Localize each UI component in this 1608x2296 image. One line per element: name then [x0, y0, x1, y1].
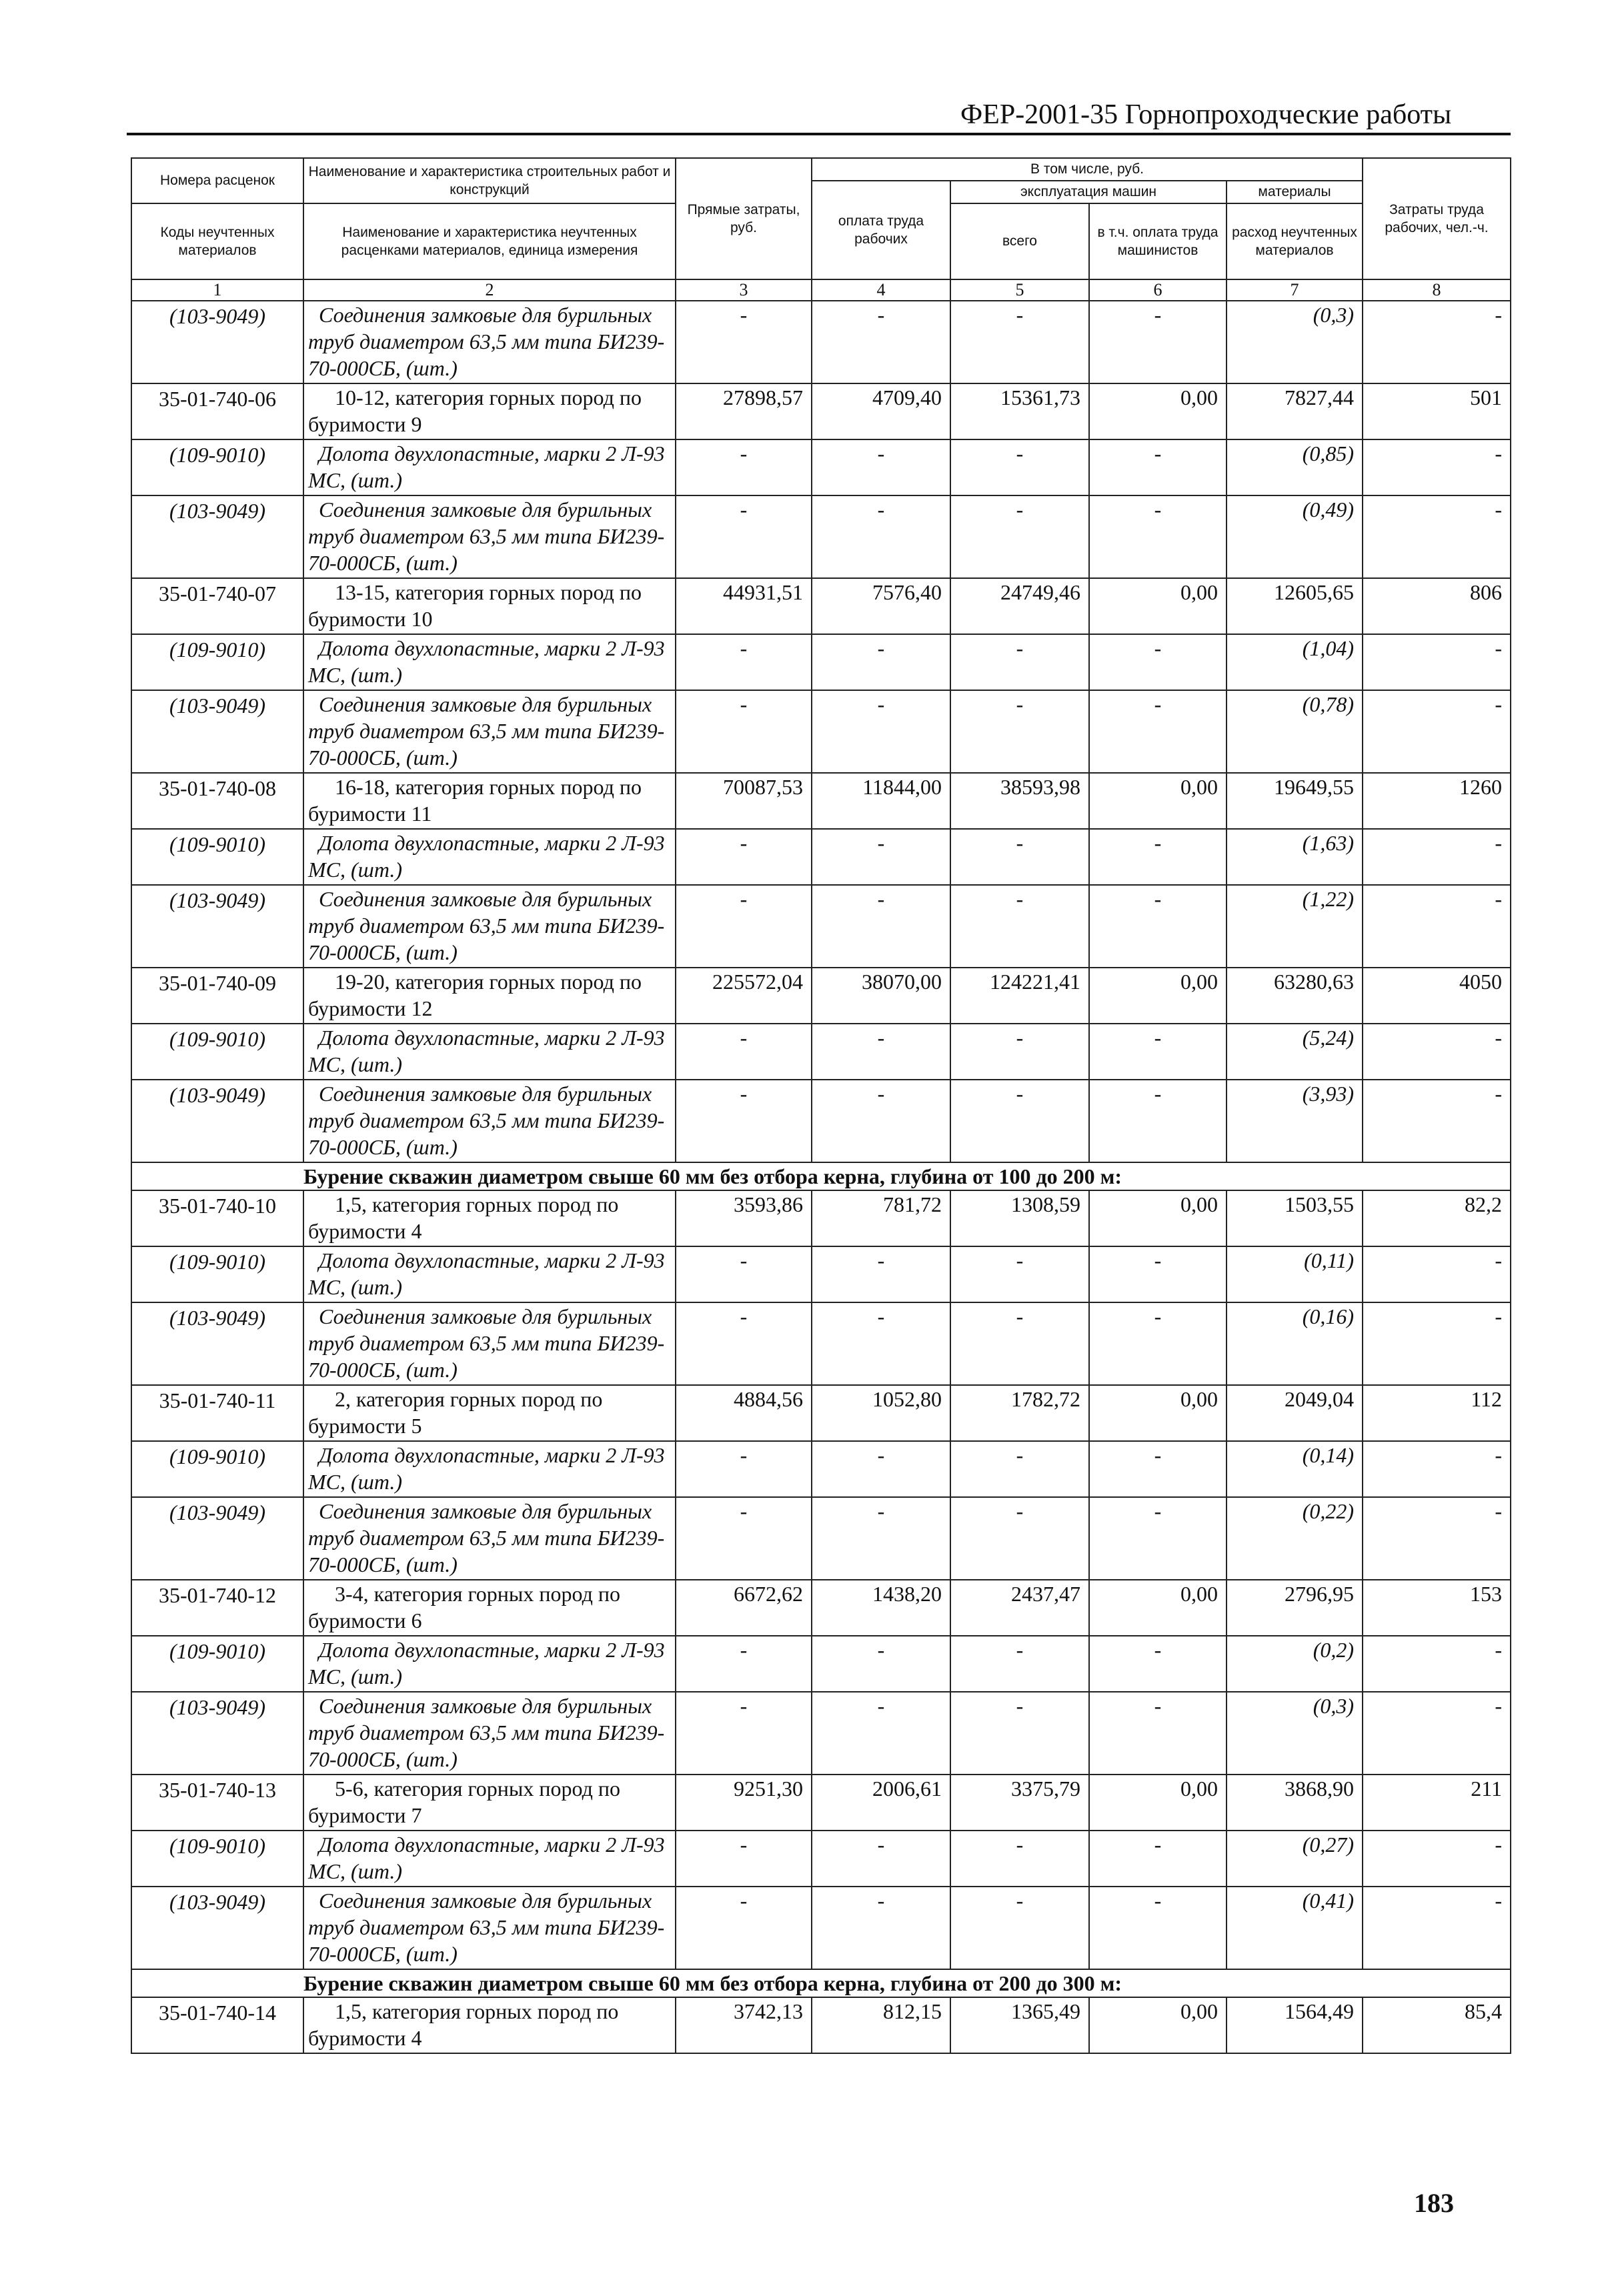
labor-cost-cell: 211 — [1363, 1775, 1511, 1831]
material-code: (109-9010) — [131, 1024, 303, 1080]
rate-row — [131, 1580, 1511, 1636]
rate-code: 35-01-740-11 — [131, 1385, 303, 1441]
machines-total-cell: - — [950, 1692, 1089, 1775]
direct-costs-cell: 4884,56 — [676, 1385, 812, 1441]
section-heading: Бурение скважин диаметром свыше 60 мм без отбора керна, глубина от 200 до 300 м: — [303, 1969, 1511, 1997]
rate-code: 35-01-740-13 — [131, 1775, 303, 1831]
rates-table — [131, 157, 1511, 2054]
labor-pay-cell: - — [812, 1246, 950, 1302]
material-description: Соединения замковые для бурильных труб диаметром 63,5 мм типа БИ239-70-000СБ, (шт.) — [303, 1080, 676, 1162]
materials-cell: (0,78) — [1227, 690, 1363, 773]
material-code: (109-9010) — [131, 1441, 303, 1497]
labor-pay-cell: - — [812, 439, 950, 495]
materials-cell: (0,85) — [1227, 439, 1363, 495]
labor-cost-cell: - — [1363, 301, 1511, 383]
labor-pay-cell: - — [812, 1692, 950, 1775]
machine-operator-pay-cell: - — [1089, 495, 1227, 578]
machines-total-cell: - — [950, 1302, 1089, 1385]
labor-cost-cell: - — [1363, 1246, 1511, 1302]
section-heading: Бурение скважин диаметром свыше 60 мм без отбора керна, глубина от 100 до 200 м: — [303, 1162, 1511, 1190]
header-machine-operator-pay: в т.ч. оплата труда машинистов — [1089, 203, 1227, 279]
rate-code: 35-01-740-12 — [131, 1580, 303, 1636]
direct-costs-cell: - — [676, 1636, 812, 1692]
materials-cell: (0,3) — [1227, 301, 1363, 383]
labor-pay-cell: 38070,00 — [812, 968, 950, 1024]
labor-pay-cell: - — [812, 1831, 950, 1887]
machine-operator-pay-cell: 0,00 — [1089, 1997, 1227, 2053]
labor-pay-cell: 1052,80 — [812, 1385, 950, 1441]
labor-cost-cell: 501 — [1363, 383, 1511, 439]
machines-total-cell: 24749,46 — [950, 578, 1089, 634]
header-rate-numbers: Номера расценок — [131, 158, 303, 203]
header-material-names: Наименование и характеристика неучтенных расценками материалов, единица измерения — [303, 203, 676, 279]
direct-costs-cell: - — [676, 885, 812, 968]
labor-cost-cell: - — [1363, 690, 1511, 773]
direct-costs-cell: 3742,13 — [676, 1997, 812, 2053]
machines-total-cell: 38593,98 — [950, 773, 1089, 829]
machines-total-cell: 1308,59 — [950, 1190, 1089, 1246]
materials-cell: 1503,55 — [1227, 1190, 1363, 1246]
section-heading-row — [131, 1969, 1511, 1997]
material-description: Соединения замковые для бурильных труб диаметром 63,5 мм типа БИ239-70-000СБ, (шт.) — [303, 495, 676, 578]
machine-operator-pay-cell: 0,00 — [1089, 578, 1227, 634]
header-machine-operation: эксплуатация машин — [950, 181, 1227, 203]
material-description: Долота двухлопастные, марки 2 Л-93 МС, (шт.) — [303, 1831, 676, 1887]
machine-operator-pay-cell: - — [1089, 301, 1227, 383]
direct-costs-cell: 3593,86 — [676, 1190, 812, 1246]
labor-pay-cell: 11844,00 — [812, 773, 950, 829]
labor-cost-cell: 4050 — [1363, 968, 1511, 1024]
material-code: (103-9049) — [131, 1497, 303, 1580]
section-spacer — [131, 1162, 303, 1190]
rate-row — [131, 1190, 1511, 1246]
column-number: 3 — [676, 279, 812, 301]
labor-pay-cell: - — [812, 1080, 950, 1162]
direct-costs-cell: 225572,04 — [676, 968, 812, 1024]
material-row — [131, 1692, 1511, 1775]
header-machines-total: всего — [950, 203, 1089, 279]
labor-pay-cell: - — [812, 829, 950, 885]
labor-pay-cell: 781,72 — [812, 1190, 950, 1246]
machine-operator-pay-cell: - — [1089, 885, 1227, 968]
labor-pay-cell: - — [812, 495, 950, 578]
direct-costs-cell: - — [676, 1441, 812, 1497]
work-description: 10-12, категория горных пород по буримости 9 — [303, 383, 676, 439]
machine-operator-pay-cell: - — [1089, 1080, 1227, 1162]
work-description: 16-18, категория горных пород по буримости 11 — [303, 773, 676, 829]
direct-costs-cell: - — [676, 1831, 812, 1887]
material-code: (103-9049) — [131, 885, 303, 968]
labor-cost-cell: - — [1363, 1692, 1511, 1775]
materials-cell: 3868,90 — [1227, 1775, 1363, 1831]
material-row — [131, 1887, 1511, 1969]
machine-operator-pay-cell: 0,00 — [1089, 1775, 1227, 1831]
rate-code: 35-01-740-08 — [131, 773, 303, 829]
machines-total-cell: - — [950, 1831, 1089, 1887]
labor-pay-cell: 4709,40 — [812, 383, 950, 439]
header-labor-pay: оплата труда рабочих — [812, 181, 950, 279]
materials-cell: 19649,55 — [1227, 773, 1363, 829]
materials-cell: 7827,44 — [1227, 383, 1363, 439]
header-labor-cost: Затраты труда рабочих, чел.-ч. — [1363, 158, 1511, 279]
header-material-codes: Коды неучтенных материалов — [131, 203, 303, 279]
machine-operator-pay-cell: - — [1089, 1497, 1227, 1580]
rate-row — [131, 968, 1511, 1024]
labor-cost-cell: 82,2 — [1363, 1190, 1511, 1246]
material-description: Долота двухлопастные, марки 2 Л-93 МС, (шт.) — [303, 1441, 676, 1497]
material-code: (103-9049) — [131, 1692, 303, 1775]
material-row — [131, 439, 1511, 495]
labor-cost-cell: - — [1363, 495, 1511, 578]
labor-cost-cell: - — [1363, 829, 1511, 885]
labor-pay-cell: 7576,40 — [812, 578, 950, 634]
header-work-name: Наименование и характеристика строительных работ и конструкций — [303, 158, 676, 203]
materials-cell: (1,22) — [1227, 885, 1363, 968]
material-code: (103-9049) — [131, 1080, 303, 1162]
labor-cost-cell: - — [1363, 1080, 1511, 1162]
labor-cost-cell: - — [1363, 1302, 1511, 1385]
machines-total-cell: - — [950, 1024, 1089, 1080]
rate-row — [131, 773, 1511, 829]
materials-cell: (0,22) — [1227, 1497, 1363, 1580]
labor-pay-cell: - — [812, 1497, 950, 1580]
column-number: 2 — [303, 279, 676, 301]
machines-total-cell: - — [950, 301, 1089, 383]
work-description: 3-4, категория горных пород по буримости 6 — [303, 1580, 676, 1636]
material-description: Долота двухлопастные, марки 2 Л-93 МС, (шт.) — [303, 1636, 676, 1692]
material-row — [131, 495, 1511, 578]
labor-pay-cell: 1438,20 — [812, 1580, 950, 1636]
header-materials: материалы — [1227, 181, 1363, 203]
labor-pay-cell: 812,15 — [812, 1997, 950, 2053]
direct-costs-cell: - — [676, 1080, 812, 1162]
materials-cell: 2049,04 — [1227, 1385, 1363, 1441]
material-description: Долота двухлопастные, марки 2 Л-93 МС, (шт.) — [303, 439, 676, 495]
machines-total-cell: - — [950, 634, 1089, 690]
labor-cost-cell: 85,4 — [1363, 1997, 1511, 2053]
direct-costs-cell: - — [676, 1302, 812, 1385]
labor-cost-cell: - — [1363, 634, 1511, 690]
machine-operator-pay-cell: 0,00 — [1089, 1385, 1227, 1441]
labor-pay-cell: - — [812, 1024, 950, 1080]
labor-pay-cell: - — [812, 1636, 950, 1692]
machines-total-cell: - — [950, 1080, 1089, 1162]
machines-total-cell: 124221,41 — [950, 968, 1089, 1024]
column-numbers-row — [131, 279, 1511, 301]
machine-operator-pay-cell: - — [1089, 1441, 1227, 1497]
material-code: (109-9010) — [131, 634, 303, 690]
machine-operator-pay-cell: - — [1089, 1692, 1227, 1775]
title-rule — [127, 133, 1511, 135]
labor-pay-cell: - — [812, 690, 950, 773]
machines-total-cell: - — [950, 1636, 1089, 1692]
labor-cost-cell: - — [1363, 1441, 1511, 1497]
work-description: 2, категория горных пород по буримости 5 — [303, 1385, 676, 1441]
direct-costs-cell: - — [676, 1497, 812, 1580]
machine-operator-pay-cell: 0,00 — [1089, 1580, 1227, 1636]
column-number: 6 — [1089, 279, 1227, 301]
material-row — [131, 885, 1511, 968]
material-code: (103-9049) — [131, 1302, 303, 1385]
machines-total-cell: - — [950, 1441, 1089, 1497]
direct-costs-cell: - — [676, 829, 812, 885]
labor-cost-cell: 153 — [1363, 1580, 1511, 1636]
machines-total-cell: - — [950, 885, 1089, 968]
labor-pay-cell: - — [812, 1302, 950, 1385]
material-code: (109-9010) — [131, 829, 303, 885]
machines-total-cell: - — [950, 1246, 1089, 1302]
material-description: Соединения замковые для бурильных труб диаметром 63,5 мм типа БИ239-70-000СБ, (шт.) — [303, 885, 676, 968]
material-code: (109-9010) — [131, 1831, 303, 1887]
work-description: 1,5, категория горных пород по буримости 4 — [303, 1997, 676, 2053]
material-code: (109-9010) — [131, 1246, 303, 1302]
labor-pay-cell: - — [812, 301, 950, 383]
material-code: (103-9049) — [131, 301, 303, 383]
machines-total-cell: - — [950, 1887, 1089, 1969]
material-row — [131, 1024, 1511, 1080]
materials-cell: (0,41) — [1227, 1887, 1363, 1969]
materials-cell: (0,2) — [1227, 1636, 1363, 1692]
labor-pay-cell: - — [812, 885, 950, 968]
rate-code: 35-01-740-09 — [131, 968, 303, 1024]
column-number: 7 — [1227, 279, 1363, 301]
material-row — [131, 1497, 1511, 1580]
materials-cell: 63280,63 — [1227, 968, 1363, 1024]
section-heading-row — [131, 1162, 1511, 1190]
direct-costs-cell: - — [676, 1887, 812, 1969]
materials-cell: (5,24) — [1227, 1024, 1363, 1080]
rate-row — [131, 578, 1511, 634]
material-row — [131, 1080, 1511, 1162]
column-number: 8 — [1363, 279, 1511, 301]
direct-costs-cell: 70087,53 — [676, 773, 812, 829]
materials-cell: 1564,49 — [1227, 1997, 1363, 2053]
labor-cost-cell: 112 — [1363, 1385, 1511, 1441]
direct-costs-cell: 44931,51 — [676, 578, 812, 634]
material-row — [131, 690, 1511, 773]
labor-cost-cell: - — [1363, 1024, 1511, 1080]
machines-total-cell: - — [950, 439, 1089, 495]
materials-cell: (3,93) — [1227, 1080, 1363, 1162]
machines-total-cell: 1365,49 — [950, 1997, 1089, 2053]
materials-cell: (0,3) — [1227, 1692, 1363, 1775]
machine-operator-pay-cell: 0,00 — [1089, 773, 1227, 829]
materials-cell: (0,14) — [1227, 1441, 1363, 1497]
direct-costs-cell: - — [676, 1246, 812, 1302]
direct-costs-cell: 27898,57 — [676, 383, 812, 439]
document-title: ФЕР-2001-35 Горнопроходческие работы — [960, 99, 1452, 130]
material-description: Соединения замковые для бурильных труб диаметром 63,5 мм типа БИ239-70-000СБ, (шт.) — [303, 1887, 676, 1969]
machine-operator-pay-cell: 0,00 — [1089, 1190, 1227, 1246]
material-description: Соединения замковые для бурильных труб диаметром 63,5 мм типа БИ239-70-000СБ, (шт.) — [303, 1692, 676, 1775]
machines-total-cell: 3375,79 — [950, 1775, 1089, 1831]
column-number: 4 — [812, 279, 950, 301]
material-row — [131, 1302, 1511, 1385]
machines-total-cell: - — [950, 690, 1089, 773]
material-description: Соединения замковые для бурильных труб диаметром 63,5 мм типа БИ239-70-000СБ, (шт.) — [303, 301, 676, 383]
machine-operator-pay-cell: - — [1089, 1302, 1227, 1385]
machine-operator-pay-cell: 0,00 — [1089, 968, 1227, 1024]
machine-operator-pay-cell: - — [1089, 829, 1227, 885]
machines-total-cell: - — [950, 829, 1089, 885]
column-number: 1 — [131, 279, 303, 301]
labor-cost-cell: - — [1363, 1636, 1511, 1692]
material-code: (103-9049) — [131, 690, 303, 773]
machine-operator-pay-cell: - — [1089, 439, 1227, 495]
direct-costs-cell: 9251,30 — [676, 1775, 812, 1831]
labor-pay-cell: - — [812, 1441, 950, 1497]
labor-cost-cell: 1260 — [1363, 773, 1511, 829]
material-description: Долота двухлопастные, марки 2 Л-93 МС, (шт.) — [303, 1246, 676, 1302]
rate-code: 35-01-740-10 — [131, 1190, 303, 1246]
rate-row — [131, 1775, 1511, 1831]
rate-row — [131, 1385, 1511, 1441]
section-spacer — [131, 1969, 303, 1997]
column-number: 5 — [950, 279, 1089, 301]
machine-operator-pay-cell: - — [1089, 1246, 1227, 1302]
machines-total-cell: 15361,73 — [950, 383, 1089, 439]
material-row — [131, 1636, 1511, 1692]
direct-costs-cell: - — [676, 495, 812, 578]
machines-total-cell: 2437,47 — [950, 1580, 1089, 1636]
machine-operator-pay-cell: - — [1089, 1831, 1227, 1887]
machine-operator-pay-cell: - — [1089, 1024, 1227, 1080]
work-description: 19-20, категория горных пород по буримости 12 — [303, 968, 676, 1024]
labor-cost-cell: - — [1363, 885, 1511, 968]
labor-cost-cell: - — [1363, 1831, 1511, 1887]
work-description: 1,5, категория горных пород по буримости 4 — [303, 1190, 676, 1246]
material-description: Соединения замковые для бурильных труб диаметром 63,5 мм типа БИ239-70-000СБ, (шт.) — [303, 690, 676, 773]
direct-costs-cell: - — [676, 439, 812, 495]
rate-code: 35-01-740-06 — [131, 383, 303, 439]
material-row — [131, 1441, 1511, 1497]
machine-operator-pay-cell: - — [1089, 1887, 1227, 1969]
material-description: Долота двухлопастные, марки 2 Л-93 МС, (шт.) — [303, 634, 676, 690]
machine-operator-pay-cell: - — [1089, 1636, 1227, 1692]
material-code: (109-9010) — [131, 1636, 303, 1692]
machine-operator-pay-cell: 0,00 — [1089, 383, 1227, 439]
material-row — [131, 634, 1511, 690]
materials-cell: (0,16) — [1227, 1302, 1363, 1385]
materials-cell: (1,04) — [1227, 634, 1363, 690]
material-description: Соединения замковые для бурильных труб диаметром 63,5 мм типа БИ239-70-000СБ, (шт.) — [303, 1497, 676, 1580]
header-direct-costs: Прямые затраты, руб. — [676, 158, 812, 279]
labor-pay-cell: - — [812, 634, 950, 690]
material-row — [131, 829, 1511, 885]
machines-total-cell: - — [950, 1497, 1089, 1580]
machines-total-cell: - — [950, 495, 1089, 578]
header-unaccounted-materials: расход неучтенных материалов — [1227, 203, 1363, 279]
machines-total-cell: 1782,72 — [950, 1385, 1089, 1441]
labor-pay-cell: - — [812, 1887, 950, 1969]
material-code: (103-9049) — [131, 1887, 303, 1969]
labor-pay-cell: 2006,61 — [812, 1775, 950, 1831]
materials-cell: (0,27) — [1227, 1831, 1363, 1887]
machine-operator-pay-cell: - — [1089, 634, 1227, 690]
rate-code: 35-01-740-07 — [131, 578, 303, 634]
direct-costs-cell: - — [676, 301, 812, 383]
work-description: 5-6, категория горных пород по буримости 7 — [303, 1775, 676, 1831]
materials-cell: 2796,95 — [1227, 1580, 1363, 1636]
labor-cost-cell: - — [1363, 1497, 1511, 1580]
machine-operator-pay-cell: - — [1089, 690, 1227, 773]
material-row — [131, 301, 1511, 383]
labor-cost-cell: - — [1363, 439, 1511, 495]
direct-costs-cell: - — [676, 1692, 812, 1775]
material-code: (103-9049) — [131, 495, 303, 578]
material-description: Долота двухлопастные, марки 2 Л-93 МС, (шт.) — [303, 1024, 676, 1080]
direct-costs-cell: 6672,62 — [676, 1580, 812, 1636]
material-description: Долота двухлопастные, марки 2 Л-93 МС, (шт.) — [303, 829, 676, 885]
rate-row — [131, 1997, 1511, 2053]
direct-costs-cell: - — [676, 634, 812, 690]
materials-cell: (0,11) — [1227, 1246, 1363, 1302]
page-number: 183 — [1414, 2188, 1454, 2218]
material-code: (109-9010) — [131, 439, 303, 495]
header-including: В том числе, руб. — [812, 158, 1363, 181]
material-description: Соединения замковые для бурильных труб диаметром 63,5 мм типа БИ239-70-000СБ, (шт.) — [303, 1302, 676, 1385]
rate-row — [131, 383, 1511, 439]
labor-cost-cell: 806 — [1363, 578, 1511, 634]
material-row — [131, 1246, 1511, 1302]
materials-cell: (1,63) — [1227, 829, 1363, 885]
direct-costs-cell: - — [676, 1024, 812, 1080]
rate-code: 35-01-740-14 — [131, 1997, 303, 2053]
labor-cost-cell: - — [1363, 1887, 1511, 1969]
materials-cell: (0,49) — [1227, 495, 1363, 578]
direct-costs-cell: - — [676, 690, 812, 773]
material-row — [131, 1831, 1511, 1887]
work-description: 13-15, категория горных пород по буримости 10 — [303, 578, 676, 634]
materials-cell: 12605,65 — [1227, 578, 1363, 634]
